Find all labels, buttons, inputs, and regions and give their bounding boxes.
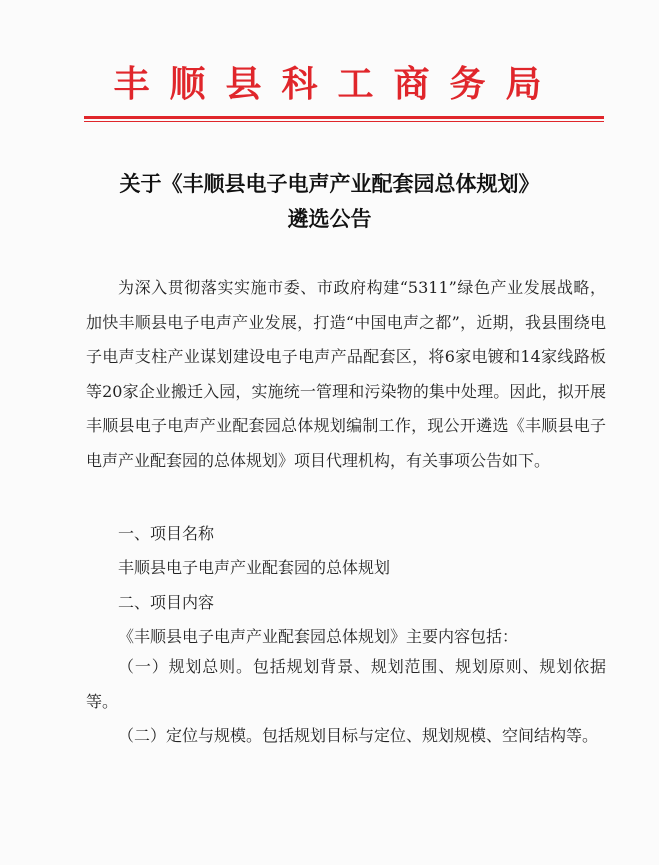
- intro-paragraph-block: [86, 271, 606, 478]
- section2-item2: （二）定位与规模。包括规划目标与定位、规划规模、空间结构等。: [118, 726, 599, 745]
- agency-letterhead: 丰顺县科工商务局: [113, 63, 562, 105]
- letterhead-rule-thick: [84, 116, 604, 119]
- section2-item1-block: [86, 650, 606, 719]
- section2-item2-block: [86, 719, 606, 754]
- document-title-line1: 关于《丰顺县电子电声产业配套园总体规划》: [119, 172, 540, 196]
- section1-heading: 一、项目名称: [118, 524, 215, 543]
- section2-item1: （一）规划总则。包括规划背景、规划范围、规划原则、规划依据等。: [86, 657, 606, 711]
- letterhead-rule-thin: [84, 121, 604, 122]
- intro-paragraph: 为深入贯彻落实实施市委、市政府构建“5311”绿色产业发展战略，加快丰顺县电子电声产业发展，打造“中国电声之都”，近期，我县围绕电子电声支柱产业谋划建设电子电声产品配套区，将6家电镀和14家线路板等20家企业搬迁入园，实施统一管理和污染物的集中处理。因此，拟开展丰顺县电子电声产业配套园总体规划编制工作，现公开遴选《丰顺县电子电声产业配套园的总体规划》项目代理机构，有关事项公告如下。: [86, 278, 606, 470]
- section2-lead: 《丰顺县电子电声产业配套园总体规划》主要内容包括：: [118, 627, 519, 646]
- section1-content: 丰顺县电子电声产业配套园的总体规划: [118, 558, 391, 577]
- section2-heading: 二、项目内容: [118, 593, 215, 612]
- document-title-line2: 遴选公告: [287, 207, 372, 231]
